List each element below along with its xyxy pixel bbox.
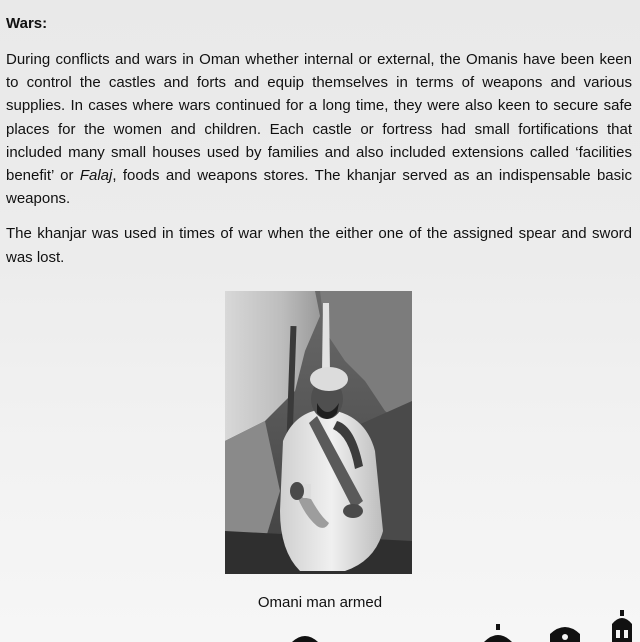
- figure-caption: Omani man armed: [257, 594, 383, 611]
- article-content: [6, 0, 632, 269]
- paragraph-khanjar: The khanjar was used in times of war when the either one of the assigned spear and sword was lost.: [6, 225, 632, 266]
- paragraph-wars-intro: [6, 48, 632, 210]
- paragraph-text-end: , foods and weapons stores. The khanjar served as an indispensable basic weapons.: [6, 167, 632, 208]
- falaj-term: Falaj: [79, 167, 113, 185]
- mosque-skyline-silhouette-icon: [0, 610, 640, 642]
- omani-man-photo: [225, 291, 412, 574]
- photo-illustration: [225, 291, 412, 574]
- paragraph-text: During conflicts and wars in Oman whether internal or external, the Omanis have been keen to control the castles and forts and equip themselves in terms of weapons and various supplies. In cases where wars continued for a long time, they were also keen to secure safe places for the women and children. Each castle or fortress had small fortifications that included many small houses used by families and also included extensions called ‘facilities benefit’ or: [6, 51, 632, 185]
- section-heading: Wars:: [6, 15, 48, 32]
